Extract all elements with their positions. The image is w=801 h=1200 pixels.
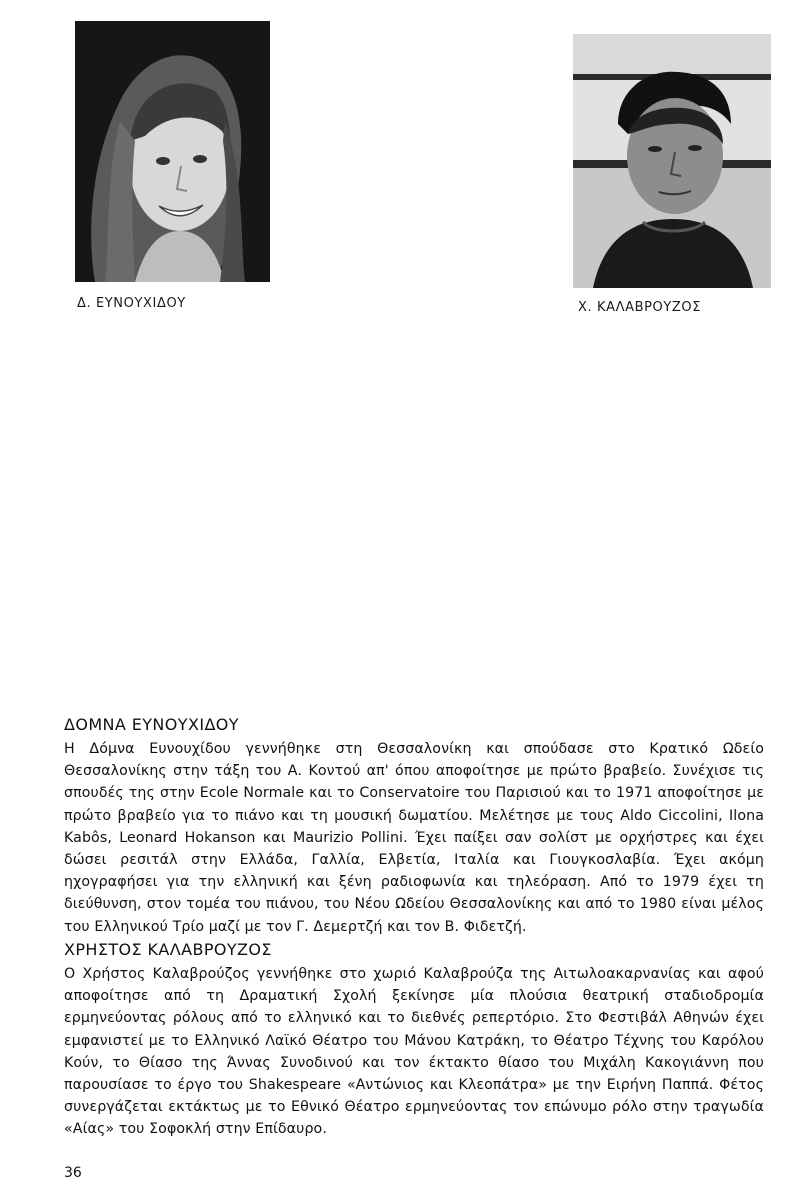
portrait-image xyxy=(573,34,771,288)
bio-paragraph: Η Δόμνα Ευνουχίδου γεννήθηκε στη Θεσσαλονίκη και σπούδασε στο Κρατικό Ωδείο Θεσσαλονίκης στην τάξη του Α. Κοντού απ' όπου αποφοίτησε με πρώτο βραβείο. Συνέχισε τις σπουδές της στην Ecole Normale και το Conservatoire του Παρισιού και το 1971 αποφοίτησε με πρώτο βραβείο για το πιάνο και τη μουσική δωματίου. Μελέτησε με τους Aldo Ciccolini, Ilona Kabôs, Leonard Hokanson και Maurizio Pollini. Έχει παίξει σαν σολίστ με ορχήστρες και έχει δώσει ρεσιτάλ στην Ελλάδα, Γαλλία, Ελβετία, Ιταλία και Γιουγκοσλαβία. Έχει ακόμη ηχογραφήσει για την ελληνική και ξένη ραδιοφωνία και τηλεόραση. Από το 1979 έχει τη διεύθυνση, στον τομέα του πιάνου, του Νέου Ωδείου Θεσσαλονίκης και από το 1980 είναι μέλος του Ελληνικού Τρίο μαζί με τον Γ. Δεμερτζή και τον Β. Φιδετζή. xyxy=(64,741,764,935)
bio-section-christos xyxy=(64,939,764,1141)
bio-name-heading: ΧΡΗΣΤΟΣ ΚΑΛΑΒΡΟΥΖΟΣ xyxy=(64,940,272,959)
photo-caption-right: Χ. ΚΑΛΑΒΡΟΥΖΟΣ xyxy=(578,300,702,315)
page-number: 36 xyxy=(64,1165,82,1181)
photo-caption-left: Δ. ΕΥΝΟΥΧΙΔΟΥ xyxy=(77,296,186,311)
bio-section-domna xyxy=(64,714,764,938)
portrait-photo-eunouchidou xyxy=(75,21,270,282)
bio-paragraph: Ο Χρήστος Καλαβρούζος γεννήθηκε στο χωριό Καλαβρούζα της Αιτωλοακαρνανίας και αφού αποφοίτησε από τη Δραματική Σχολή ξεκίνησε μία πλούσια θεατρική σταδιοδρομία ερμηνεύοντας ρόλους από το ελληνικό και το διεθνές ρεπερτόριο. Στο Φεστιβάλ Αθηνών έχει εμφανιστεί με το Ελληνικό Λαϊκό Θέατρο του Μάνου Κατράκη, το Θέατρο Τέχνης του Καρόλου Κούν, το Θίασο της Άννας Συνοδινού και τον έκτακτο θίασο του Μιχάλη Κακογιάννη που παρουσίασε το έργο του Shakespeare «Αντώνιος και Κλεοπάτρα» με την Ειρήνη Παππά. Φέτος συνεργάζεται εκτάκτως με το Εθνικό Θέατρο ερμηνεύοντας τον επώνυμο ρόλο στην τραγωδία «Αίας» του Σοφοκλή στην Επίδαυρο. xyxy=(64,966,764,1138)
portrait-image xyxy=(75,21,270,282)
portrait-photo-kalavrouzos xyxy=(573,34,771,288)
bio-name-heading: ΔΟΜΝΑ ΕΥΝΟΥΧΙΔΟΥ xyxy=(64,715,239,734)
